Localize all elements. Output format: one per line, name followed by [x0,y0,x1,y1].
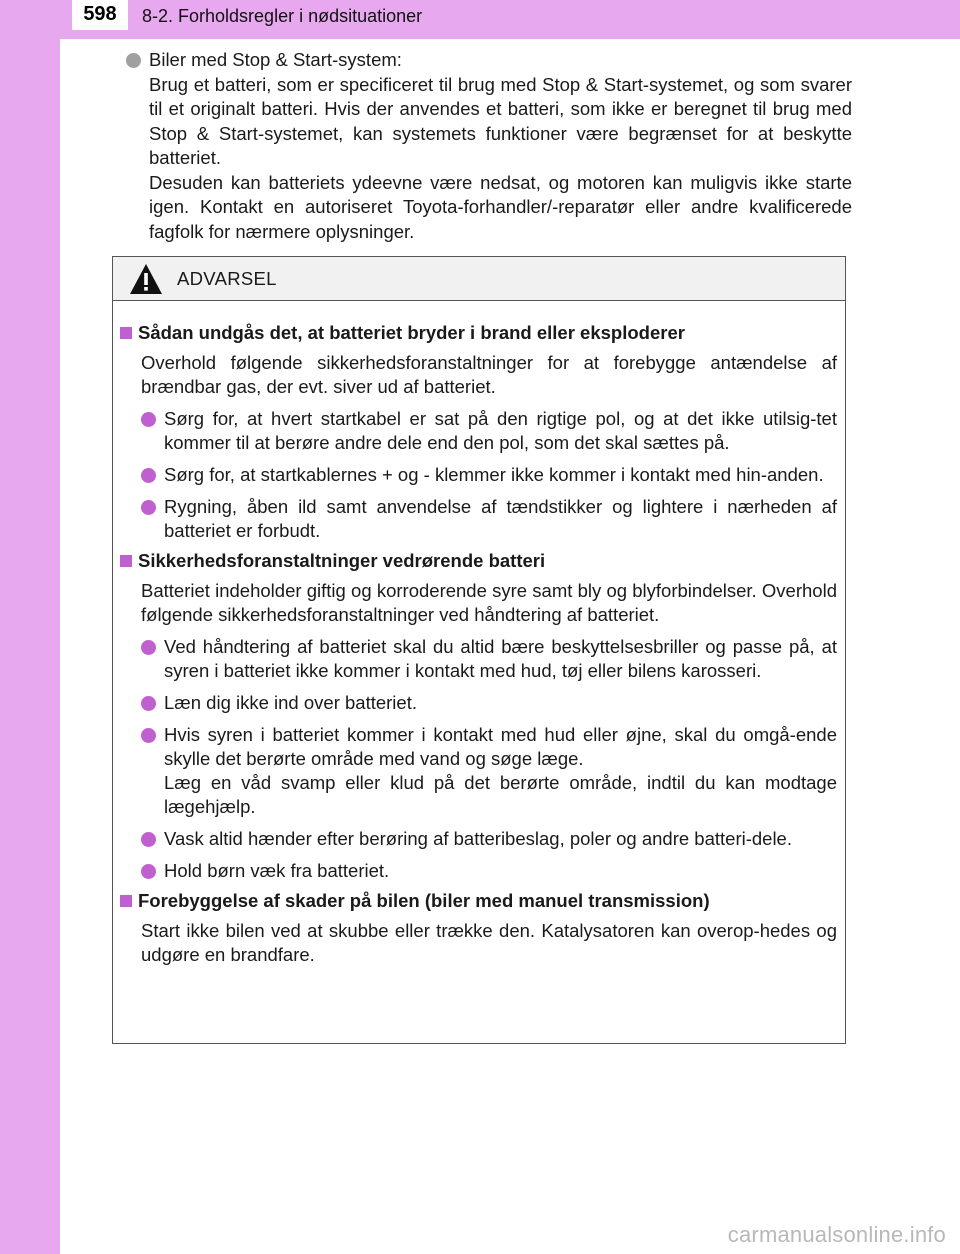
bullet-dot-icon [141,864,156,879]
warning-list-item-line: Hvis syren i batteriet kommer i kontakt med hud eller øjne, skal du omgå-ende skylle det berørte område med vand og søge læge. [164,724,837,769]
bullet-dot-icon [141,412,156,427]
warning-section-intro: Batteriet indeholder giftig og korroderende syre samt bly og blyforbindelser. Overhold følgende sikkerhedsforanstaltninger ved håndtering af batteriet. [141,580,837,625]
warning-box [112,256,846,1044]
warning-list-item-text [164,635,837,683]
warning-section-heading-text: Forebyggelse af skader på bilen (biler med manuel transmission) [138,890,710,911]
intro-line: Brug et batteri, som er specificeret til brug med Stop & Start-systemet, og som svarer til et originalt batteri. Hvis der anvendes et batteri, som ikke er beregnet til brug med Stop & Start-systemet, kan systemets funktioner være begrænset for at beskytte batteriet. [149,73,852,168]
square-bullet-icon [120,895,132,907]
warning-section-heading-text: Sådan undgås det, at batteriet bryder i brand eller eksploderer [138,322,685,343]
page-number: 598 [72,0,128,30]
warning-list-item-text [164,691,837,715]
bullet-dot-icon [141,728,156,743]
intro-bullet-row [126,48,852,244]
warning-list-item-line: Vask altid hænder efter berøring af batteribeslag, poler og andre batteri-dele. [164,828,792,849]
warning-list-item-line: Ved håndtering af batteriet skal du altid bære beskyttelsesbriller og passe på, at syren i batteriet ikke kommer i kontakt med hud, tøj eller bilens karosseri. [164,636,837,681]
bullet-dot-icon [141,500,156,515]
square-bullet-icon [120,327,132,339]
side-color-band [0,0,60,1254]
warning-body [113,301,845,967]
warning-list-item [141,859,837,883]
square-bullet-icon [120,555,132,567]
warning-section-intro: Overhold følgende sikkerhedsforanstaltninger for at forebygge antændelse af brændbar gas, der evt. siver ud af batteriet. [141,352,837,397]
bullet-dot-icon [141,468,156,483]
warning-section-intro: Start ikke bilen ved at skubbe eller trække den. Katalysatoren kan overop-hedes og udgøre en brandfare. [141,920,837,965]
intro-line: Desuden kan batteriets ydeevne være nedsat, og motoren kan muligvis ikke starte igen. Kontakt en autoriseret Toyota-forhandler/-reparatør eller andre kvalificerede fagfolk for nærmere oplysninger. [149,171,852,242]
warning-list-item-line: Hold børn væk fra batteriet. [164,860,390,881]
intro-block [126,48,852,244]
warning-list-item [141,827,837,851]
header-rule [60,36,960,39]
bullet-dot-icon [126,53,141,68]
bullet-dot-icon [141,640,156,655]
warning-list-item-text [164,827,837,851]
warning-list-item-line: Læn dig ikke ind over batteriet. [164,692,417,713]
warning-section-heading [120,321,837,345]
warning-section-heading [120,549,837,573]
intro-text [149,48,852,244]
intro-line: Biler med Stop & Start-system: [149,49,402,70]
warning-list-item [141,407,837,455]
warning-list-item [141,635,837,683]
warning-list-item-text [164,495,837,543]
warning-list-item-text [164,463,837,487]
warning-list-item-line: Rygning, åben ild samt anvendelse af tændstikker og lightere i nærheden af batteriet er forbudt. [164,496,837,541]
section-title: 8-2. Forholdsregler i nødsituationer [142,6,423,26]
watermark: carmanualsonline.info [727,1222,946,1247]
warning-list-item-text [164,723,837,819]
warning-list-item-line: Sørg for, at startkablernes + og - klemmer ikke kommer i kontakt med hin-anden. [164,464,824,485]
warning-list-item-text [164,859,837,883]
warning-list-item-line: Læg en våd svamp eller klud på det berørte område, indtil du kan modtage lægehjælp. [164,772,837,817]
warning-list-item [141,691,837,715]
warning-section-heading [120,889,837,913]
warning-triangle-icon [129,263,163,295]
warning-list-item-text [164,407,837,455]
warning-section-heading-text: Sikkerhedsforanstaltninger vedrørende batteri [138,550,546,571]
bullet-dot-icon [141,696,156,711]
warning-header [113,257,845,301]
warning-title: ADVARSEL [177,267,277,289]
warning-list-item [141,463,837,487]
warning-list-item [141,495,837,543]
warning-list-item [141,723,837,819]
warning-list-item-line: Sørg for, at hvert startkabel er sat på den rigtige pol, og at det ikke utilsig-tet kommer til at berøre andre dele end den pol, som det skal sættes på. [164,408,837,453]
bullet-dot-icon [141,832,156,847]
